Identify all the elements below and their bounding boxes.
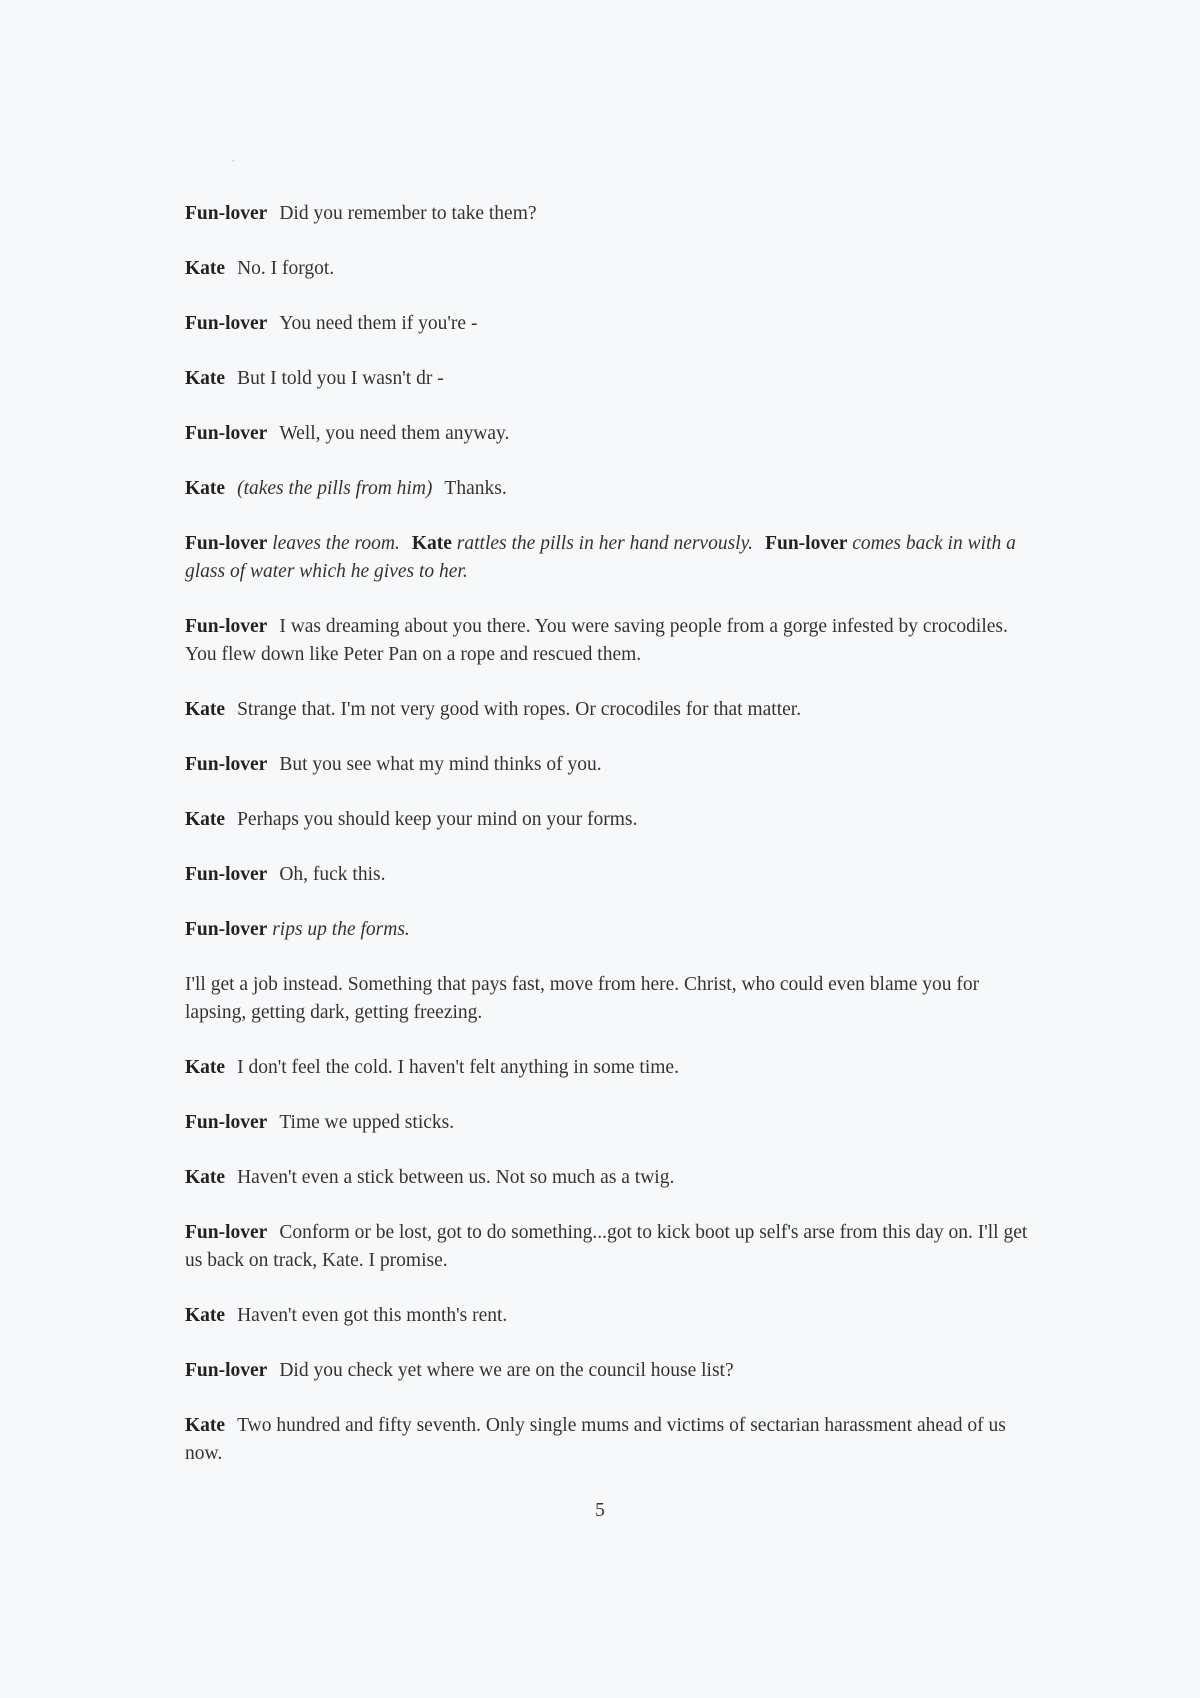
dialogue-text: Conform or be lost, got to do something...got to kick boot up self's arse from this day on. I'll get us back on track, Kate. I promise. bbox=[185, 1222, 1028, 1271]
dialogue-text: Haven't even got this month's rent. bbox=[237, 1305, 508, 1326]
dialogue-text: I was dreaming about you there. You were saving people from a gorge infested by crocodiles. You flew down like Peter Pan on a rope and rescued them. bbox=[185, 616, 1008, 665]
dialogue-text: Did you remember to take them? bbox=[279, 203, 537, 224]
character-name: Fun-lover bbox=[185, 919, 268, 940]
speaker-name: Kate bbox=[185, 1415, 226, 1436]
dialogue-text: You need them if you're - bbox=[279, 313, 478, 334]
page-number: 5 bbox=[595, 1500, 605, 1521]
stage-action: rattles the pills in her hand nervously. bbox=[456, 533, 754, 554]
speaker-name: Fun-lover bbox=[185, 423, 268, 444]
stage-direction-block bbox=[185, 530, 1035, 586]
speaker-name: Kate bbox=[185, 699, 226, 720]
dialogue-text: But you see what my mind thinks of you. bbox=[279, 754, 602, 775]
stage-direction: (takes the pills from him) bbox=[237, 478, 433, 499]
speaker-name: Fun-lover bbox=[185, 616, 268, 637]
speaker-name: Fun-lover bbox=[185, 754, 268, 775]
dialogue-line bbox=[185, 1219, 1035, 1275]
dialogue-text: I don't feel the cold. I haven't felt anything in some time. bbox=[237, 1057, 679, 1078]
dialogue-text: Did you check yet where we are on the council house list? bbox=[279, 1360, 734, 1381]
dialogue-text: I'll get a job instead. Something that pays fast, move from here. Christ, who could even blame you for lapsing, getting dark, getting freezing. bbox=[185, 974, 980, 1023]
dialogue-line bbox=[185, 420, 1035, 448]
dialogue-line bbox=[185, 806, 1035, 834]
dialogue-line bbox=[185, 613, 1035, 669]
dialogue-text: Well, you need them anyway. bbox=[279, 423, 510, 444]
paper-speck bbox=[232, 160, 234, 162]
dialogue-line bbox=[185, 200, 1035, 228]
dialogue-text: No. I forgot. bbox=[237, 258, 335, 279]
dialogue-line bbox=[185, 255, 1035, 283]
dialogue-line bbox=[185, 1109, 1035, 1137]
dialogue-text: Two hundred and fifty seventh. Only single mums and victims of sectarian harassment ahead of us now. bbox=[185, 1415, 1006, 1464]
stage-action: comes back in with a glass of water which he gives to her. bbox=[185, 533, 1016, 582]
dialogue-line bbox=[185, 475, 1035, 503]
dialogue-line bbox=[185, 1164, 1035, 1192]
speaker-name: Kate bbox=[185, 1305, 226, 1326]
speaker-name: Fun-lover bbox=[185, 864, 268, 885]
dialogue-line bbox=[185, 310, 1035, 338]
speaker-name: Kate bbox=[185, 1057, 226, 1078]
script-body bbox=[185, 200, 1035, 1495]
character-name: Kate bbox=[411, 533, 452, 554]
speaker-name: Kate bbox=[185, 368, 226, 389]
dialogue-line bbox=[185, 1412, 1035, 1468]
dialogue-continuation bbox=[185, 971, 1035, 1027]
stage-direction-block bbox=[185, 916, 1035, 944]
speaker-name: Fun-lover bbox=[185, 313, 268, 334]
dialogue-line bbox=[185, 861, 1035, 889]
stage-action: leaves the room. bbox=[272, 533, 400, 554]
character-name: Fun-lover bbox=[185, 533, 268, 554]
dialogue-line bbox=[185, 696, 1035, 724]
dialogue-text: Time we upped sticks. bbox=[279, 1112, 455, 1133]
dialogue-line bbox=[185, 365, 1035, 393]
speaker-name: Fun-lover bbox=[185, 1112, 268, 1133]
speaker-name: Fun-lover bbox=[185, 1360, 268, 1381]
dialogue-text: Strange that. I'm not very good with ropes. Or crocodiles for that matter. bbox=[237, 699, 802, 720]
stage-action: rips up the forms. bbox=[272, 919, 410, 940]
dialogue-line bbox=[185, 1357, 1035, 1385]
dialogue-text: Oh, fuck this. bbox=[279, 864, 386, 885]
dialogue-line bbox=[185, 751, 1035, 779]
speaker-name: Kate bbox=[185, 258, 226, 279]
dialogue-text: But I told you I wasn't dr - bbox=[237, 368, 444, 389]
speaker-name: Kate bbox=[185, 1167, 226, 1188]
speaker-name: Fun-lover bbox=[185, 1222, 268, 1243]
speaker-name: Kate bbox=[185, 809, 226, 830]
dialogue-text: Thanks. bbox=[444, 478, 507, 499]
dialogue-line bbox=[185, 1054, 1035, 1082]
dialogue-line bbox=[185, 1302, 1035, 1330]
dialogue-text: Haven't even a stick between us. Not so much as a twig. bbox=[237, 1167, 675, 1188]
speaker-name: Fun-lover bbox=[185, 203, 268, 224]
character-name: Fun-lover bbox=[765, 533, 848, 554]
speaker-name: Kate bbox=[185, 478, 226, 499]
dialogue-text: Perhaps you should keep your mind on your forms. bbox=[237, 809, 638, 830]
